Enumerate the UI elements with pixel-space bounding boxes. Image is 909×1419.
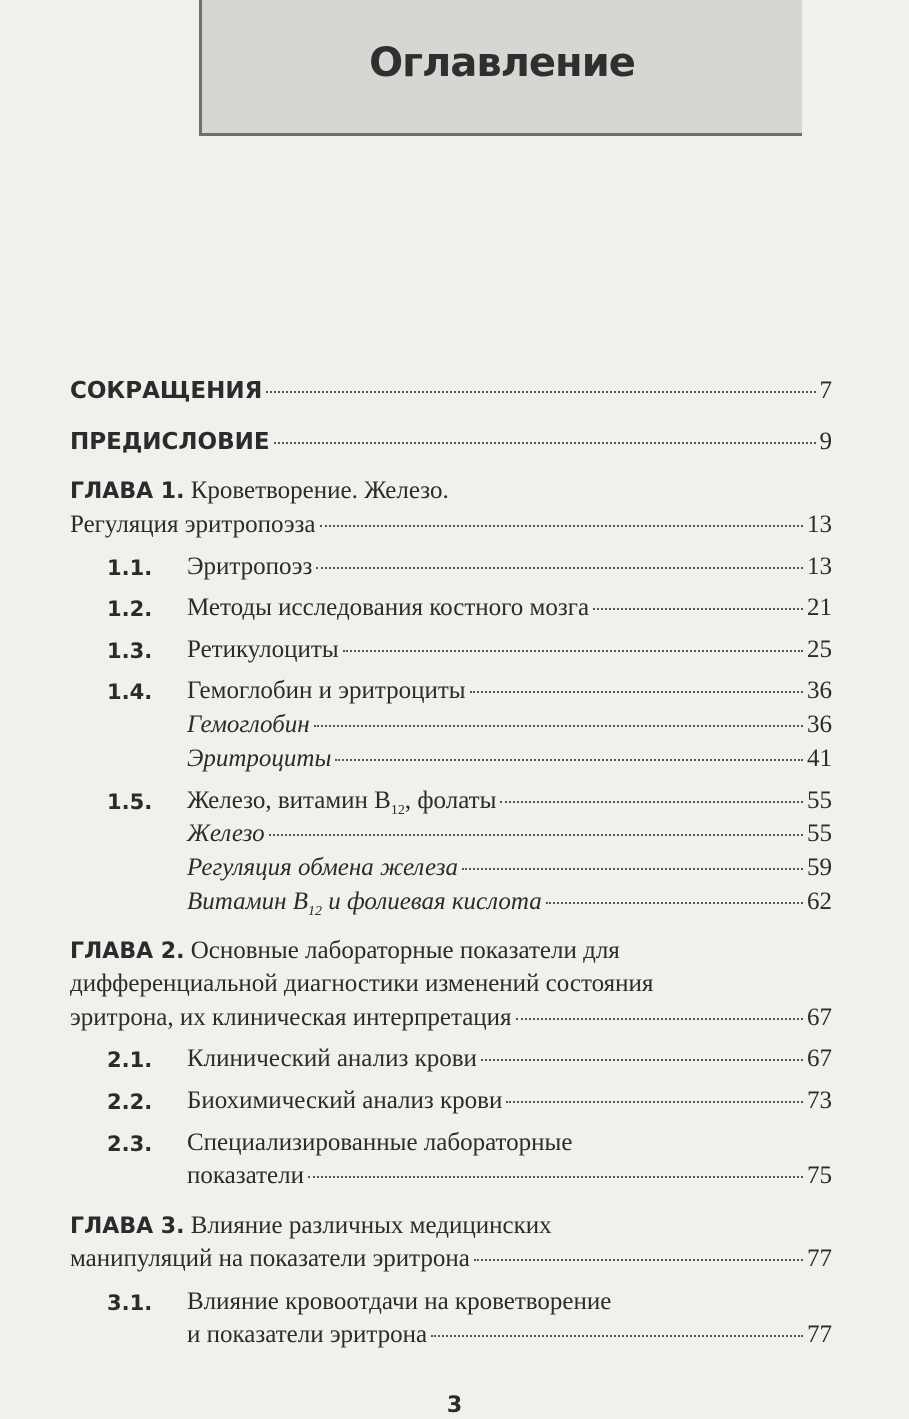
toc-entry-chapter-2[interactable] bbox=[70, 1003, 832, 1033]
toc-page-number: 62 bbox=[807, 888, 832, 915]
toc-entry-text-part: и фолиевая кислота bbox=[322, 888, 542, 915]
toc-entry-1-5-b12-folate[interactable] bbox=[187, 887, 832, 927]
toc-entry-text: Железо bbox=[187, 820, 265, 847]
leader-dots bbox=[314, 725, 803, 727]
toc-entry-abbreviations[interactable] bbox=[70, 376, 832, 406]
toc-entry-chapter-3[interactable] bbox=[70, 1244, 832, 1274]
toc-entry-text: СОКРАЩЕНИЯ bbox=[70, 378, 263, 404]
chapter-3-heading[interactable] bbox=[70, 1211, 552, 1242]
toc-entry-text: Эритроциты bbox=[187, 745, 332, 772]
toc-entry-2-2[interactable] bbox=[187, 1086, 832, 1116]
toc-page-number: 21 bbox=[807, 594, 832, 621]
toc-entry-text-part: Железо, витамин B bbox=[187, 787, 391, 814]
toc-page-number: 55 bbox=[807, 820, 832, 847]
toc-page-number: 55 bbox=[807, 787, 832, 814]
toc-entry-text-part: Витамин B bbox=[187, 888, 309, 915]
toc-page-number: 13 bbox=[807, 553, 832, 580]
chapter-label: ГЛАВА 3. bbox=[70, 1214, 185, 1239]
leader-dots bbox=[335, 759, 803, 761]
toc-page-number: 36 bbox=[807, 711, 832, 738]
toc-entry-1-2[interactable] bbox=[187, 593, 832, 623]
section-number: 1.3. bbox=[107, 639, 153, 663]
leader-dots bbox=[316, 567, 803, 569]
toc-entry-text: Ретикулоциты bbox=[187, 636, 339, 663]
section-number: 2.3. bbox=[107, 1132, 153, 1156]
section-number: 1.2. bbox=[107, 597, 153, 621]
toc-page-number: 41 bbox=[807, 745, 832, 772]
toc-entry-text: и показатели эритрона bbox=[187, 1321, 428, 1348]
leader-dots bbox=[470, 691, 803, 693]
toc-entry-text: манипуляций на показатели эритрона bbox=[70, 1245, 470, 1272]
leader-dots bbox=[274, 442, 816, 444]
leader-dots bbox=[269, 834, 803, 836]
toc-entry-1-4-hemoglobin[interactable] bbox=[187, 710, 832, 740]
toc-page-number: 73 bbox=[807, 1087, 832, 1114]
section-number: 2.1. bbox=[107, 1048, 153, 1072]
toc-entry-1-1[interactable] bbox=[187, 552, 832, 582]
leader-dots bbox=[308, 1176, 803, 1178]
section-number: 3.1. bbox=[107, 1291, 153, 1315]
toc-entry-1-5-iron[interactable] bbox=[187, 819, 832, 849]
toc-page-number: 13 bbox=[807, 511, 832, 538]
toc-entry-text-part: , фолаты bbox=[404, 787, 497, 814]
toc-entry-text: Гемоглобин и эритроциты bbox=[187, 677, 466, 704]
toc-entry-text: Гемоглобин bbox=[187, 711, 310, 738]
toc-entry-3-1[interactable] bbox=[187, 1320, 832, 1350]
chapter-title: Влияние различных медицинских bbox=[190, 1212, 552, 1239]
toc-entry-text: Регуляция обмена железа bbox=[187, 854, 458, 881]
toc-entry-text: Клинический анализ крови bbox=[187, 1045, 477, 1072]
toc-page-number: 59 bbox=[807, 854, 832, 881]
leader-dots bbox=[546, 902, 803, 904]
toc-entry-text: эритрона, их клиническая интерпретация bbox=[70, 1004, 512, 1031]
toc-page-number: 9 bbox=[819, 428, 832, 455]
leader-dots bbox=[266, 391, 815, 393]
toc-entry-text: показатели bbox=[187, 1162, 304, 1189]
leader-dots bbox=[462, 868, 803, 870]
chapter-label: ГЛАВА 2. bbox=[70, 939, 185, 964]
section-number: 1.5. bbox=[107, 790, 153, 814]
toc-entry-text: Специализированные лабораторные bbox=[187, 1129, 573, 1156]
section-number: 2.2. bbox=[107, 1090, 153, 1114]
toc-page-number: 75 bbox=[807, 1162, 832, 1189]
toc-entry-text: Влияние кровоотдачи на кроветворение bbox=[187, 1288, 612, 1315]
toc-entry-1-5-iron-regulation[interactable] bbox=[187, 853, 832, 883]
toc-page-number: 7 bbox=[819, 377, 832, 404]
leader-dots bbox=[343, 650, 803, 652]
toc-page-number: 67 bbox=[807, 1004, 832, 1031]
leader-dots bbox=[500, 801, 803, 803]
leader-dots bbox=[431, 1335, 803, 1337]
leader-dots bbox=[481, 1059, 803, 1061]
toc-entry-preface[interactable] bbox=[70, 427, 832, 457]
leader-dots bbox=[320, 525, 803, 527]
leader-dots bbox=[474, 1259, 803, 1261]
toc-entry-text: Биохимический анализ крови bbox=[187, 1087, 503, 1114]
page-number: 3 bbox=[446, 1393, 463, 1418]
subscript: 12 bbox=[390, 803, 405, 818]
toc-entry-1-3[interactable] bbox=[187, 635, 832, 665]
toc-page-number: 67 bbox=[807, 1045, 832, 1072]
toc-entry-text: ПРЕДИСЛОВИЕ bbox=[70, 429, 270, 455]
chapter-title: Основные лабораторные показатели для bbox=[190, 937, 620, 964]
subscript: 12 bbox=[308, 904, 323, 919]
section-number: 1.4. bbox=[107, 680, 153, 704]
toc-entry-text: Методы исследования костного мозга bbox=[187, 594, 590, 621]
toc-entry-2-3[interactable] bbox=[187, 1161, 832, 1191]
toc-entry-1-4[interactable] bbox=[187, 676, 832, 706]
toc-page-number: 36 bbox=[807, 677, 832, 704]
toc-entry-text: Эритропоэз bbox=[187, 553, 313, 580]
chapter-title-line: дифференциальной диагностики изменений состояния bbox=[70, 970, 654, 997]
toc-entry-text: Регуляция эритропоэза bbox=[70, 511, 316, 538]
toc-entry-1-4-erythrocytes[interactable] bbox=[187, 744, 832, 774]
toc-entry-chapter-1[interactable] bbox=[70, 510, 832, 540]
chapter-title: Кроветворение. Железо. bbox=[190, 477, 449, 504]
leader-dots bbox=[516, 1018, 803, 1020]
leader-dots bbox=[506, 1101, 803, 1103]
title-box bbox=[199, 0, 802, 136]
page-title: Оглавление bbox=[369, 40, 635, 86]
toc-page-number: 25 bbox=[807, 636, 832, 663]
section-number: 1.1. bbox=[107, 556, 153, 580]
toc-entry-text bbox=[187, 887, 542, 927]
chapter-label: ГЛАВА 1. bbox=[70, 479, 185, 504]
toc-entry-2-1[interactable] bbox=[187, 1044, 832, 1074]
leader-dots bbox=[593, 608, 803, 610]
toc-page-number: 77 bbox=[807, 1245, 832, 1272]
toc-page-number: 77 bbox=[807, 1321, 832, 1348]
chapter-2-heading[interactable] bbox=[70, 936, 620, 967]
chapter-1-heading[interactable] bbox=[70, 476, 449, 507]
